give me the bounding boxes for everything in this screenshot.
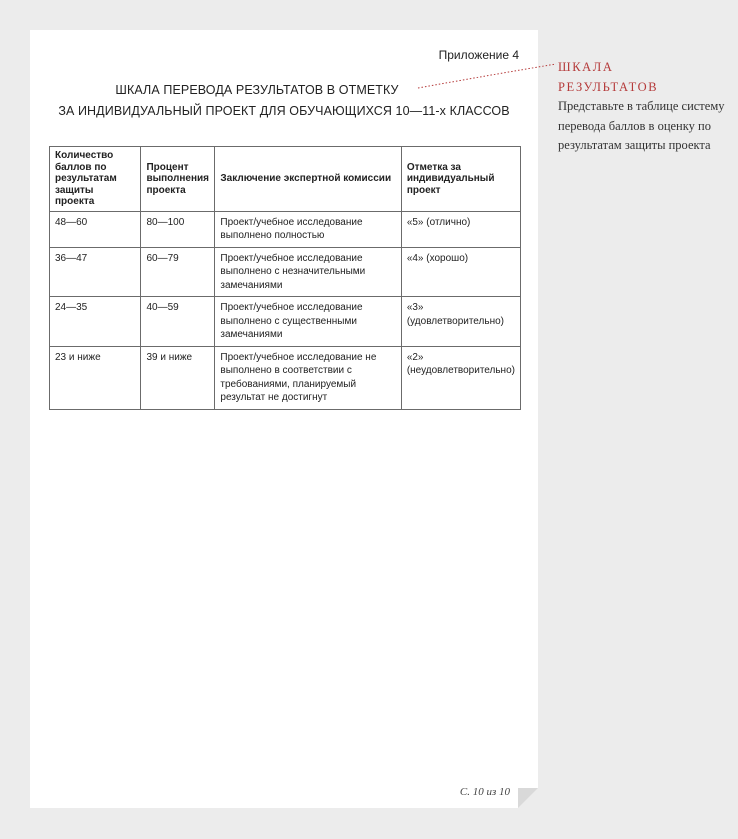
page-number: С. 10 из 10 bbox=[459, 786, 510, 798]
cell-score: 24—35 bbox=[50, 297, 141, 347]
header-grade: Отметка за индивидуальный проект bbox=[401, 147, 520, 212]
cell-grade: «5» (отлично) bbox=[401, 211, 520, 247]
cell-conclusion: Проект/учебное исследование не выполнено в соответствии с требованиями, планируемый результат не достигнут bbox=[215, 346, 401, 409]
grading-scale-table bbox=[49, 146, 521, 410]
cell-conclusion: Проект/учебное исследование выполнено с незначительными замечаниями bbox=[215, 247, 401, 297]
cell-percent: 39 и ниже bbox=[141, 346, 215, 409]
appendix-label: Приложение 4 bbox=[438, 48, 519, 62]
document-page bbox=[30, 30, 538, 808]
annotation-title-line-1: ШКАЛА bbox=[558, 60, 614, 74]
table-header-row bbox=[50, 147, 521, 212]
annotation-body: Представьте в таблице систему перевода баллов в оценку по результатам защиты проекта bbox=[558, 99, 725, 152]
cell-score: 48—60 bbox=[50, 211, 141, 247]
cell-conclusion: Проект/учебное исследование выполнено с существенными замечаниями bbox=[215, 297, 401, 347]
cell-grade: «3» (удовлетворительно) bbox=[401, 297, 520, 347]
header-percent: Процент выполнения проекта bbox=[141, 147, 215, 212]
table-row bbox=[50, 211, 521, 247]
cell-grade: «4» (хорошо) bbox=[401, 247, 520, 297]
document-title-line-2: ЗА ИНДИВИДУАЛЬНЫЙ ПРОЕКТ ДЛЯ ОБУЧАЮЩИХСЯ 10—11-х КЛАССОВ bbox=[58, 104, 510, 118]
cell-score: 36—47 bbox=[50, 247, 141, 297]
table-row bbox=[50, 247, 521, 297]
cell-percent: 60—79 bbox=[141, 247, 215, 297]
cell-percent: 80—100 bbox=[141, 211, 215, 247]
table-row bbox=[50, 346, 521, 409]
cell-score: 23 и ниже bbox=[50, 346, 141, 409]
cell-conclusion: Проект/учебное исследование выполнено полностью bbox=[215, 211, 401, 247]
cell-percent: 40—59 bbox=[141, 297, 215, 347]
page-fold-corner bbox=[518, 788, 538, 808]
cell-grade: «2» (неудовлетворительно) bbox=[401, 346, 520, 409]
margin-annotation bbox=[558, 57, 733, 156]
header-score: Количество баллов по результатам защиты проекта bbox=[50, 147, 141, 212]
header-conclusion: Заключение экспертной комиссии bbox=[215, 147, 401, 212]
annotation-title-line-2: РЕЗУЛЬТАТОВ bbox=[558, 80, 659, 94]
document-title-line-1: ШКАЛА ПЕРЕВОДА РЕЗУЛЬТАТОВ В ОТМЕТКУ bbox=[115, 83, 399, 97]
table-row bbox=[50, 297, 521, 347]
